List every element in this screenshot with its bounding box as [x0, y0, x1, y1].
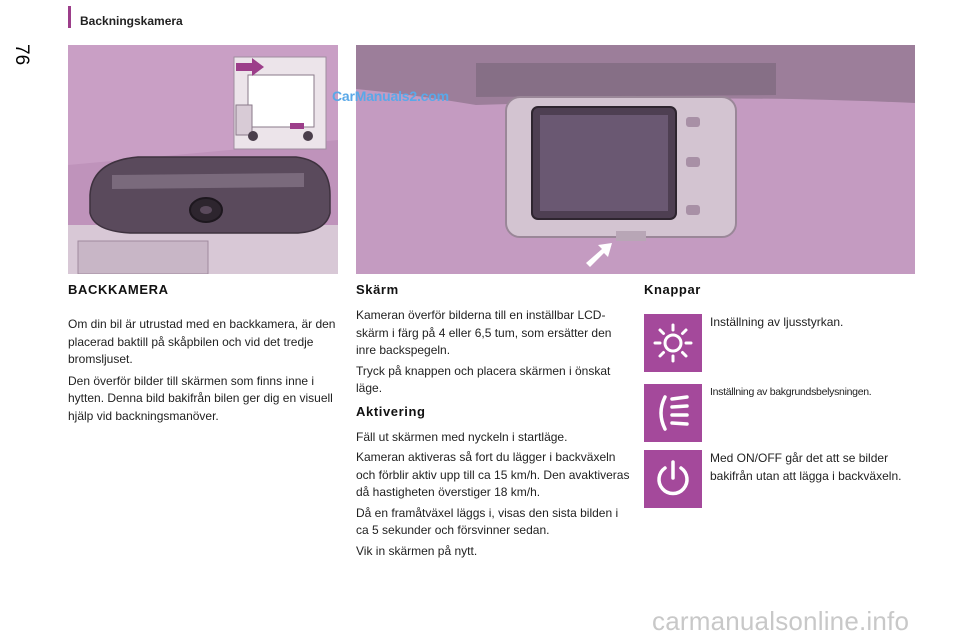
backlight-description: Inställning av bakgrundsbelysningen.: [710, 386, 872, 398]
watermark-carmanualsonline: carmanualsonline.info: [652, 606, 910, 636]
aktivering-paragraph: Då en framåtväxel läggs i, visas den sista bilden i ca 5 sekunder och försvinner sedan.: [356, 505, 619, 537]
backkamera-column: [68, 282, 336, 429]
col2-paragraph: Kameran överför bilderna till en inställbar LCD-skärm i färg på 4 eller 6,5 tum, som ersätter den inre backspegeln.: [356, 308, 612, 357]
col1-paragraph: Den överför bilder till skärmen som finns inne i hytten. Denna bild bakifrån bilen ger dig en visuell hjälp vid backningsmanöver.: [68, 373, 333, 423]
lcd-screen-photo: [356, 45, 915, 274]
watermark-carmanuals2: CarManuals2.com: [332, 88, 449, 104]
backlight-icon: [644, 384, 702, 442]
section-accent-bar: [68, 6, 71, 28]
knappar-heading: Knappar: [644, 282, 701, 297]
skarm-heading: Skärm: [356, 282, 399, 297]
power-icon: [644, 450, 702, 508]
col1-paragraph: Om din bil är utrustad med en backkamera, är den placerad baktill på skåpbilen och vid det tredje bromsljuset.: [68, 317, 336, 366]
aktivering-heading: Aktivering: [356, 403, 426, 419]
page-number: 76: [11, 44, 32, 66]
aktivering-paragraph: Vik in skärmen på nytt.: [356, 543, 478, 558]
brightness-description: Inställning av ljusstyrkan.: [710, 315, 844, 329]
aktivering-paragraph: Fäll ut skärmen med nyckeln i startläge.: [356, 429, 568, 444]
brightness-icon: [644, 314, 702, 372]
backkamera-heading: BACKKAMERA: [68, 282, 169, 297]
skarm-column: [356, 282, 631, 563]
knappar-column: [644, 282, 934, 297]
power-description: Med ON/OFF går det att se bilder bakifrån utan att lägga i backväxeln.: [710, 451, 902, 483]
col2-paragraph: Tryck på knappen och placera skärmen i önskat läge.: [356, 363, 611, 395]
rear-camera-photo: [68, 45, 338, 274]
section-title: Backningskamera: [80, 14, 183, 28]
aktivering-paragraph: Kameran aktiveras så fort du lägger i backväxeln och förblir aktiv upp till ca 15 km/h. Den avaktiveras då hastigheten överstiger 18 km/h.: [356, 450, 630, 499]
